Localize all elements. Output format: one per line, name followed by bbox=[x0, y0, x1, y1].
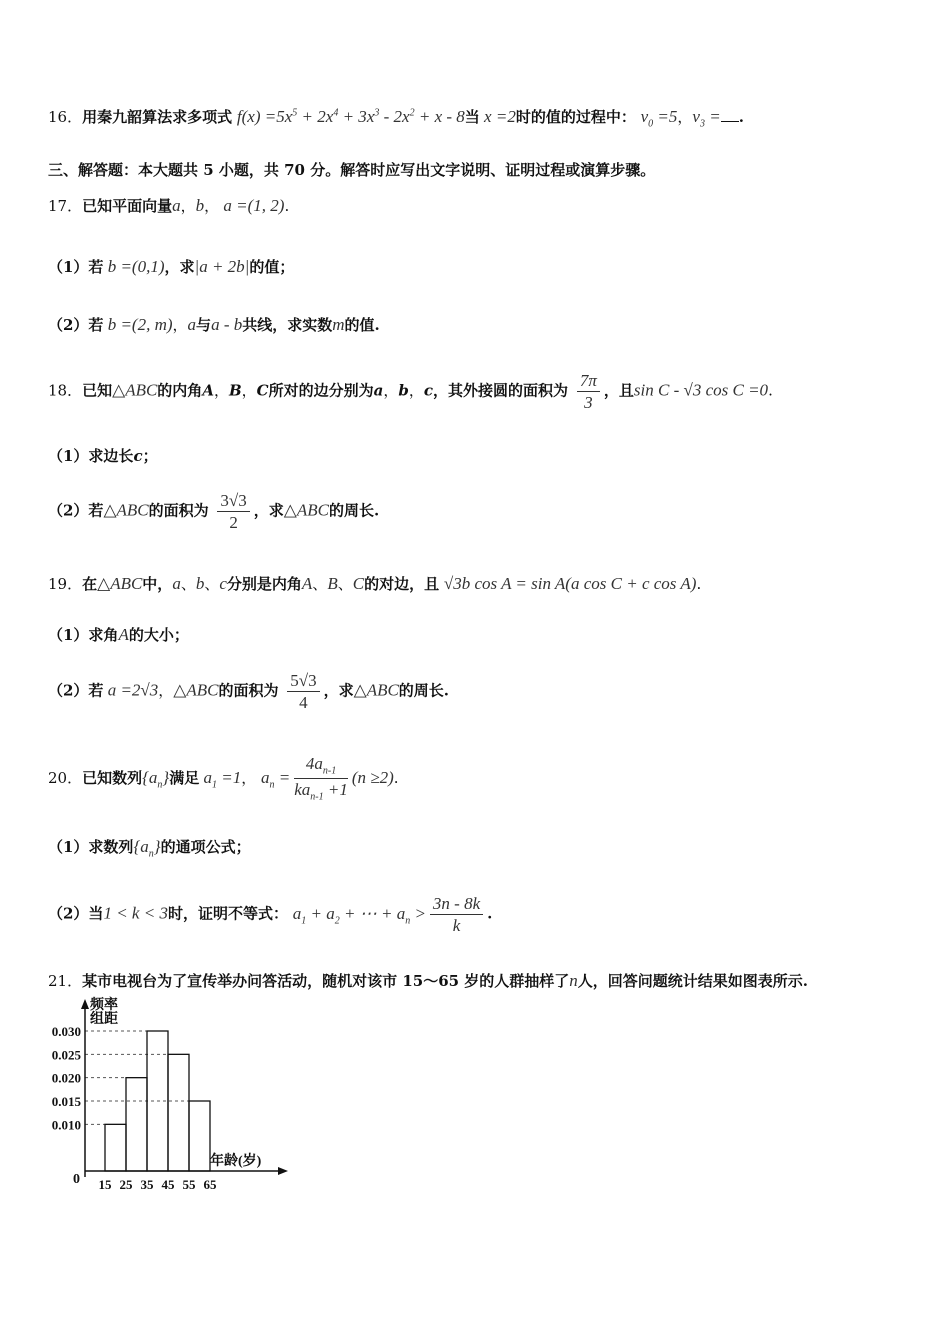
question-21: 21．某市电视台为了宣传举办问答活动，随机对该市 15～65 岁的人群抽样了n人，回答问题统计结果如图表所示. bbox=[48, 971, 809, 990]
y-tick-label: 0.025 bbox=[51, 1047, 81, 1063]
x-axis-label: 年龄(岁) bbox=[210, 1154, 262, 1169]
origin-label: 0 bbox=[73, 1172, 80, 1187]
y-axis-arrow bbox=[81, 999, 89, 1009]
question-19: 19．在△ABC中，a、b、c分别是内角A、B、C的对边，且 √3b cos A = sin A(a cos C + c cos A). bbox=[48, 574, 702, 593]
formula-f: $f(x) =5x^5 + 2x^4 + 3x^3 - 2x^2 + x - 8$ bbox=[236, 107, 465, 126]
x-axis-arrow bbox=[278, 1167, 288, 1175]
histogram-bar-25-35 bbox=[126, 1078, 147, 1171]
question-18-part-2: （2）若△ABC的面积为 $\frac{3√3}{2}$ ，求△ABC的周长. bbox=[48, 491, 380, 532]
y-tick-label: 0.020 bbox=[51, 1070, 81, 1086]
y-tick-label: 0.010 bbox=[51, 1117, 81, 1133]
question-17-part-1: （1）若 b =(0,1)，求|a + 2b|的值； bbox=[48, 257, 295, 276]
question-19-part-2: （2）若 a =2√3，△ABC的面积为 $\frac{5√3}{4}$ ，求△ABC的周长. bbox=[48, 671, 450, 712]
x-tick-label: 35 bbox=[140, 1177, 154, 1192]
y-tick-label: 0.030 bbox=[51, 1024, 81, 1039]
frequency-histogram bbox=[40, 995, 290, 1195]
question-20-part-2: （2）当1 < k < 3时，证明不等式： $a_1 + a_2$ + ⋯ + $a_n$ > $\frac{3n - 8k}{k}$ . bbox=[48, 894, 493, 935]
x-tick-label: 65 bbox=[203, 1177, 217, 1192]
question-18: 18．已知△ABC的内角A，B，C所对的边分别为a，b，c，其外接圆的面积为 $\frac{7\pi}{3}$ ，且sin C - √3 cos C =0. bbox=[48, 371, 773, 412]
question-18-part-1: （1）求边长c； bbox=[48, 447, 158, 465]
question-19-part-1: （1）求角A的大小； bbox=[48, 625, 189, 644]
x-tick-label: 25 bbox=[119, 1177, 133, 1192]
histogram-bar-45-55 bbox=[168, 1054, 189, 1171]
y-tick-label: 0.015 bbox=[51, 1094, 81, 1109]
question-20: 20．已知数列$\{a_n\}$满足 $a_1 =1$， $a_n$ = $\frac{4a_{n-1}}{ka_{n-1} +1}$ (n ≥2). bbox=[48, 754, 399, 803]
y-label-top: 频率 bbox=[90, 998, 118, 1013]
question-17-part-2: （2）若 b =(2, m)，a与a - b共线，求实数m的值. bbox=[48, 315, 380, 334]
question-16: 16．用秦九韶算法求多项式 $f(x) =5x^5 + 2x^4 + 3x^3 - 2x^2 + x - 8$当 x =2时的值的过程中： $v_0 =5$，$v_3$ = . bbox=[48, 107, 744, 130]
histogram-bar-55-65 bbox=[189, 1101, 210, 1171]
question-20-part-1: （1）求数列$\{a_n\}$的通项公式； bbox=[48, 837, 251, 860]
histogram-bar-15-25 bbox=[105, 1124, 126, 1171]
question-17: 17．已知平面向量a，b， a =(1, 2). bbox=[48, 196, 290, 215]
x-tick-label: 55 bbox=[182, 1177, 196, 1192]
x-tick-label: 15 bbox=[98, 1177, 112, 1192]
answer-blank bbox=[721, 121, 739, 122]
y-label-bottom: 组距 bbox=[90, 1012, 118, 1027]
section-heading: 三、解答题：本大题共 5 小题，共 70 分。解答时应写出文字说明、证明过程或演算步骤。 bbox=[48, 161, 656, 179]
x-tick-label: 45 bbox=[161, 1177, 175, 1192]
